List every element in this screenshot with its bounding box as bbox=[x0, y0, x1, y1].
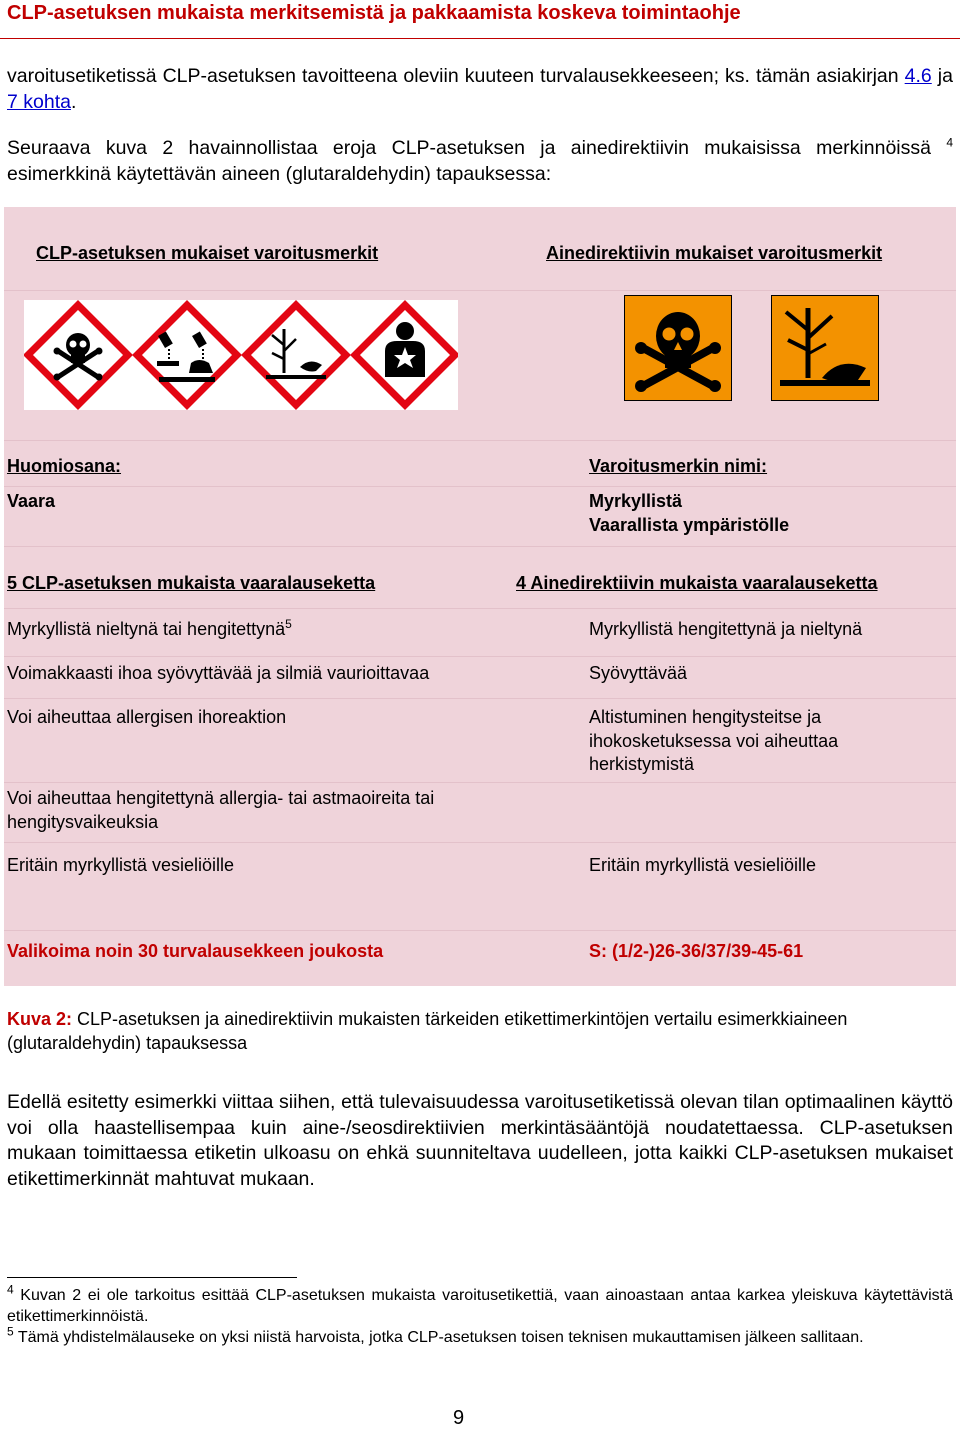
row-divider bbox=[4, 440, 956, 441]
clp-hazard-statement: Eritäin myrkyllistä vesieliöille bbox=[7, 855, 235, 875]
footnote-5 bbox=[7, 1324, 953, 1349]
clp-pictograms-heading: CLP-asetuksen mukaiset varoitusmerkit bbox=[36, 243, 379, 263]
row-divider bbox=[4, 930, 956, 931]
symbol-name-value-environment: Vaarallista ympäristölle bbox=[589, 515, 790, 535]
clp-hazard-statement: Voi aiheuttaa hengitettynä allergia- tai astmaoireita tai hengitysvaikeuksia bbox=[7, 788, 435, 832]
figure-intro-text: Seuraava kuva 2 havainnollistaa eroja CLP-asetuksen ja ainedirektiivin mukaisissa merkinnöissä bbox=[7, 137, 947, 159]
figure-caption bbox=[7, 1007, 953, 1055]
row-divider bbox=[4, 546, 956, 547]
footnote-ref-5[interactable]: 5 bbox=[285, 617, 292, 631]
intro-mid-text: ja bbox=[931, 65, 953, 87]
figure-intro-paragraph bbox=[7, 136, 953, 187]
clp-hazard-statement: Voi aiheuttaa allergisen ihoreaktion bbox=[7, 707, 287, 727]
footnote-ref-4[interactable]: 4 bbox=[946, 135, 953, 150]
dsd-symbols-heading: Ainedirektiivin mukaiset varoitusmerkit bbox=[546, 243, 883, 263]
clp-hazard-statement: Voimakkaasti ihoa syövyttävää ja silmiä vaurioittavaa bbox=[7, 663, 430, 683]
ghs-corrosion-icon bbox=[137, 305, 237, 405]
row-divider bbox=[4, 486, 956, 487]
figure-intro-text-end: esimerkkinä käytettävän aineen (glutaraldehydin) tapauksessa: bbox=[7, 162, 552, 185]
footnote-4 bbox=[7, 1282, 953, 1327]
intro-paragraph bbox=[7, 64, 953, 115]
document-header-title: CLP-asetuksen mukaista merkitsemistä ja pakkaamista koskeva toimintaohje bbox=[7, 2, 741, 24]
row-divider bbox=[4, 656, 956, 657]
footnote-text: Tämä yhdistelmälauseke on yksi niistä harvoista, jotka CLP-asetuksen toisen teknisen mukauttamisen jälkeen sallitaan. bbox=[13, 1329, 864, 1346]
signal-word-value: Vaara bbox=[7, 491, 56, 511]
dsd-risk-phrase: Altistuminen hengitysteitse ja ihokosketuksessa voi aiheuttaa herkistymistä bbox=[589, 707, 839, 774]
clp-hazard-statement-text: Myrkyllistä nieltynä tai hengitettynä bbox=[7, 619, 286, 639]
row-divider bbox=[4, 698, 956, 699]
dsd-dead-tree-fish-icon bbox=[772, 296, 878, 400]
dsd-risk-phrases-heading: 4 Ainedirektiivin mukaista vaaralauseketta bbox=[516, 573, 878, 593]
intro-text: varoitusetiketissä CLP-asetuksen tavoitteena oleviin kuuteen turvalausekkeeseen; ks. tämän asiakirjan bbox=[7, 65, 905, 87]
dsd-skull-crossbones-icon bbox=[625, 296, 731, 400]
row-divider bbox=[4, 290, 956, 291]
dsd-risk-phrase: Eritäin myrkyllistä vesieliöille bbox=[589, 855, 817, 875]
row-divider bbox=[4, 782, 956, 783]
dsd-risk-phrase: Syövyttävää bbox=[589, 663, 688, 683]
footnote-separator bbox=[7, 1277, 297, 1278]
ghs-environment-icon bbox=[246, 305, 346, 405]
clp-hazard-statement bbox=[7, 618, 292, 642]
ghs-skull-crossbones-icon bbox=[28, 305, 128, 405]
dsd-environment-symbol bbox=[771, 295, 879, 401]
footnote-number: 4 bbox=[7, 1282, 14, 1297]
header-rule bbox=[0, 38, 960, 39]
page-number: 9 bbox=[453, 1407, 465, 1429]
footnote-number: 5 bbox=[7, 1324, 14, 1339]
footnote-text: Kuvan 2 ei ole tarkoitus esittää CLP-asetuksen mukaista varoitusetikettiä, vaan ainoastaan antaa karkea yleiskuva käytettävistä etikettimerkinnöistä. bbox=[7, 1287, 953, 1325]
clp-precautionary-note: Valikoima noin 30 turvalausekkeen joukosta bbox=[7, 941, 384, 961]
symbol-name-value-toxic: Myrkyllistä bbox=[589, 491, 683, 511]
intro-end-text: . bbox=[70, 90, 77, 113]
dsd-safety-phrases: S: (1/2-)26-36/37/39-45-61 bbox=[589, 941, 804, 961]
section-link-4-6[interactable]: 4.6 bbox=[904, 65, 932, 87]
signal-word-label: Huomiosana: bbox=[7, 456, 122, 476]
figure-caption-text: CLP-asetuksen ja ainedirektiivin mukaisten tärkeiden etikettimerkintöjen vertailu esimerkkiaineen (glutaraldehydin) tapauksessa bbox=[7, 1009, 848, 1053]
clp-pictograms-strip bbox=[24, 300, 458, 410]
symbol-name-label: Varoitusmerkin nimi: bbox=[589, 456, 768, 476]
dsd-toxic-symbol bbox=[624, 295, 732, 401]
section-link-7[interactable]: 7 kohta bbox=[7, 90, 71, 113]
row-divider bbox=[4, 842, 956, 843]
clp-hazard-statements-heading: 5 CLP-asetuksen mukaista vaaralauseketta bbox=[7, 573, 376, 593]
dsd-risk-phrase: Myrkyllistä hengitettynä ja nieltynä bbox=[589, 619, 863, 639]
row-divider bbox=[4, 608, 956, 609]
ghs-health-hazard-icon bbox=[355, 305, 455, 405]
body-paragraph: Edellä esitetty esimerkki viittaa siihen, että tulevaisuudessa varoitusetiketissä olevan tilan optimaalinen käyttö voi olla haastellisempaa kuin aine-/seosdirektiivien merkintäsääntöjä noudatettaessa. CLP-asetuksen mukaan toimittaessa etiketin ulkoasu on ehkä suunniteltava uudelleen, jotta kaikki CLP-asetuksen mukaiset etikettimerkinnät mahtuvat mukaan. bbox=[7, 1091, 953, 1190]
figure-caption-label: Kuva 2: bbox=[7, 1009, 73, 1029]
ghs-pictograms-svg bbox=[24, 300, 458, 410]
